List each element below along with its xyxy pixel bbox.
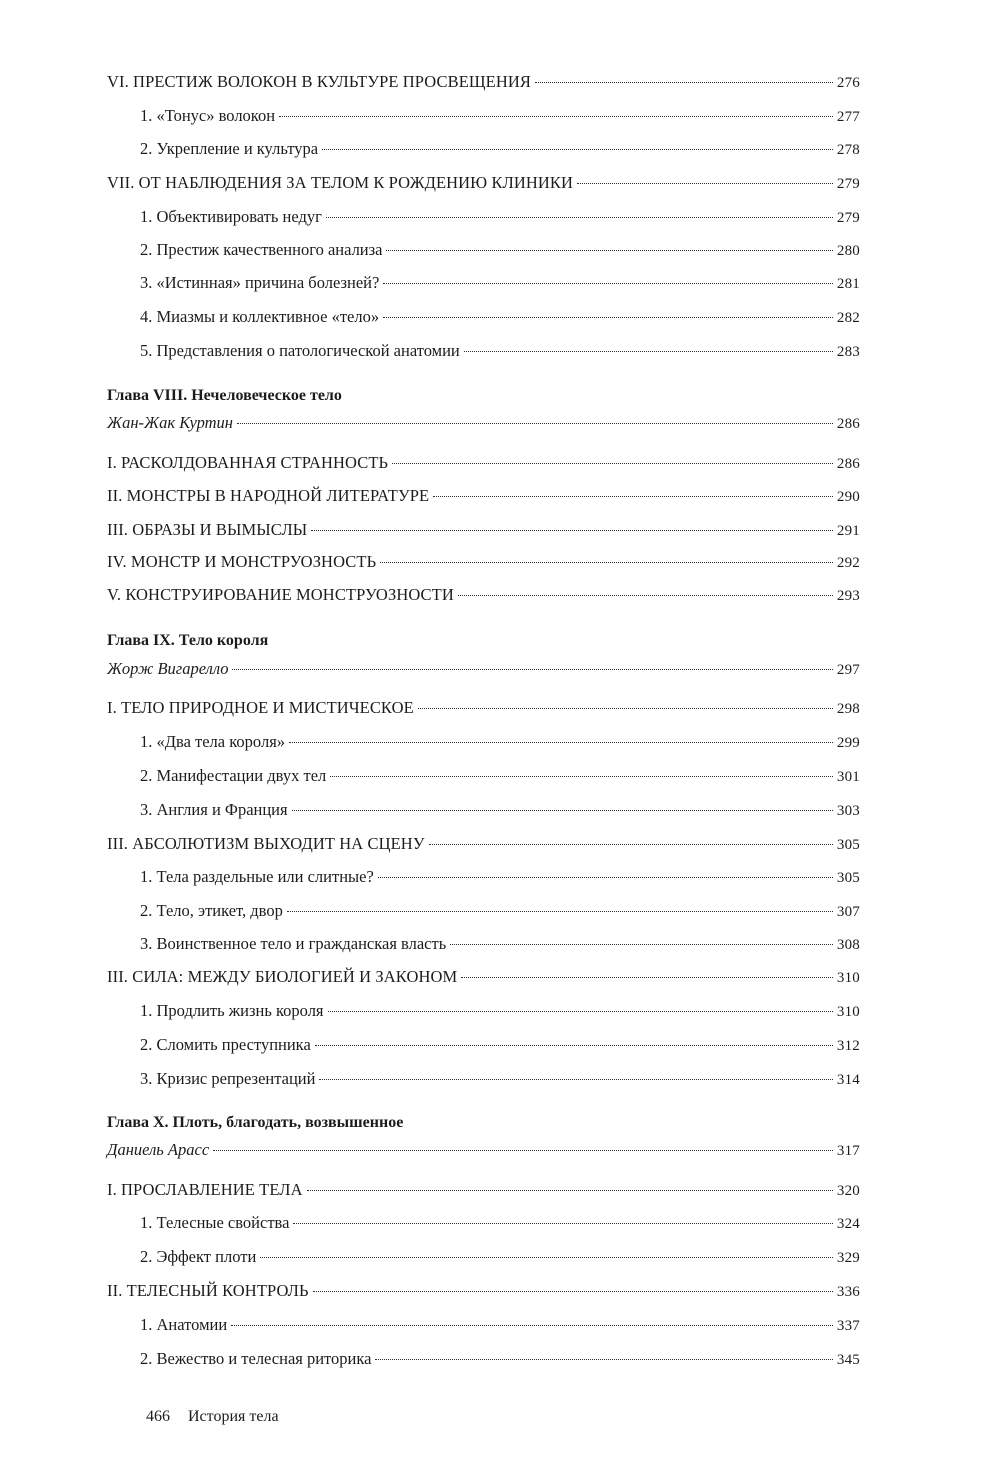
toc-entry — [107, 582, 860, 608]
toc-subentry — [140, 338, 860, 364]
author-name: Жорж Вигарелло — [107, 659, 229, 678]
dot-leader — [292, 809, 833, 811]
toc-subentry — [140, 1312, 860, 1338]
toc-entry-page: 291 — [836, 523, 860, 539]
running-title: История тела — [188, 1408, 279, 1425]
toc-subentry — [140, 998, 860, 1024]
toc-entry-page: 310 — [836, 970, 860, 986]
toc-entry-title: 2. Престиж качественного анализа — [140, 240, 383, 259]
toc-entry-title: VI. ПРЕСТИЖ ВОЛОКОН В КУЛЬТУРЕ ПРОСВЕЩЕНИЯ — [107, 72, 531, 91]
toc-entry-title: VII. ОТ НАБЛЮДЕНИЯ ЗА ТЕЛОМ К РОЖДЕНИЮ КЛИНИКИ — [107, 173, 574, 192]
toc-subentry — [140, 931, 860, 957]
toc-entry-page: 336 — [836, 1284, 860, 1300]
toc-entry-page: 276 — [836, 75, 860, 91]
toc-entry-title: I. ТЕЛО ПРИРОДНОЕ И МИСТИЧЕСКОЕ — [107, 698, 414, 717]
toc-subentry — [140, 136, 860, 162]
toc-subentry — [140, 1032, 860, 1058]
dot-leader — [464, 350, 833, 352]
toc-entry-title: 4. Миазмы и коллективное «тело» — [140, 307, 380, 326]
toc-subentry — [140, 1066, 860, 1092]
dot-leader — [383, 316, 833, 318]
toc-entry-page: 290 — [836, 489, 860, 505]
toc-entry-page: 329 — [836, 1250, 860, 1266]
toc-subentry — [140, 763, 860, 789]
dot-leader — [319, 1078, 832, 1080]
toc-subentry — [140, 304, 860, 330]
toc-entry — [107, 170, 860, 196]
toc-subentry — [140, 898, 860, 924]
toc-entry — [107, 695, 860, 721]
toc-entry — [107, 69, 860, 95]
toc-entry-page: 298 — [836, 701, 860, 717]
chapter-author — [107, 656, 860, 682]
dot-leader — [380, 561, 833, 563]
dot-leader — [433, 495, 833, 497]
dot-leader — [458, 594, 833, 596]
toc-entry-title: 1. Анатомии — [140, 1315, 228, 1334]
dot-leader — [328, 1010, 833, 1012]
toc-entry-page: 286 — [836, 416, 860, 432]
toc-entry-title: 2. Сломить преступника — [140, 1035, 311, 1054]
toc-entry-title: 5. Представления о патологической анатомии — [140, 341, 460, 360]
dot-leader — [330, 775, 833, 777]
toc-entry-title: 1. Телесные свойства — [140, 1213, 290, 1232]
toc-entry-page: 308 — [836, 937, 860, 953]
toc-entry — [107, 1177, 860, 1203]
chapter-author — [107, 410, 860, 436]
toc-subentry — [140, 1244, 860, 1270]
dot-leader — [237, 422, 833, 424]
toc-entry-title: III. ОБРАЗЫ И ВЫМЫСЛЫ — [107, 520, 308, 539]
dot-leader — [418, 707, 833, 709]
toc-entry-title: 2. Эффект плоти — [140, 1247, 257, 1266]
toc-entry-page: 293 — [836, 588, 860, 604]
dot-leader — [535, 81, 833, 83]
dot-leader — [232, 668, 832, 670]
toc-entry-title: I. ПРОСЛАВЛЕНИЕ ТЕЛА — [107, 1180, 303, 1199]
toc-entry-title: 1. Продлить жизнь короля — [140, 1001, 324, 1020]
dot-leader — [293, 1222, 832, 1224]
toc-entry-title: 2. Манифестации двух тел — [140, 766, 327, 785]
dot-leader — [287, 910, 833, 912]
author-name: Даниель Арасс — [107, 1140, 210, 1159]
toc-entry — [107, 483, 860, 509]
toc-entry-page: 324 — [836, 1216, 860, 1232]
toc-entry-title: 1. Объективировать недуг — [140, 207, 322, 226]
toc-entry-page: 303 — [836, 803, 860, 819]
toc-subentry — [140, 237, 860, 263]
toc-entry-title: III. АБСОЛЮТИЗМ ВЫХОДИТ НА СЦЕНУ — [107, 834, 425, 853]
toc-entry-title: 1. «Два тела короля» — [140, 732, 286, 751]
toc-entry-title: 3. Кризис репрезентаций — [140, 1069, 316, 1088]
dot-leader — [461, 976, 833, 978]
dot-leader — [392, 462, 833, 464]
toc-entry-title: 2. Укрепление и культура — [140, 139, 319, 158]
toc-entry-page: 279 — [836, 210, 860, 226]
dot-leader — [429, 843, 833, 845]
toc-subentry — [140, 270, 860, 296]
chapter-heading: Глава X. Плоть, благодать, возвышенное — [107, 1114, 404, 1131]
toc-entry-title: 1. Тела раздельные или слитные? — [140, 867, 374, 886]
toc-entry-title: 3. «Истинная» причина болезней? — [140, 273, 380, 292]
toc-subentry — [140, 103, 860, 129]
author-name: Жан-Жак Куртин — [107, 413, 233, 432]
toc-entry-page: 314 — [836, 1072, 860, 1088]
toc-entry-page: 279 — [836, 176, 860, 192]
toc-entry-page: 337 — [836, 1318, 860, 1334]
dot-leader — [260, 1256, 833, 1258]
toc-entry-title: II. МОНСТРЫ В НАРОДНОЙ ЛИТЕРАТУРЕ — [107, 486, 430, 505]
toc-entry-title: 2. Тело, этикет, двор — [140, 901, 283, 920]
toc-entry-page: 277 — [836, 109, 860, 125]
dot-leader — [231, 1324, 833, 1326]
dot-leader — [279, 115, 833, 117]
toc-entry — [107, 1278, 860, 1304]
toc-entry-page: 305 — [836, 837, 860, 853]
toc-entry-title: I. РАСКОЛДОВАННАЯ СТРАННОСТЬ — [107, 453, 389, 472]
toc-subentry — [140, 1210, 860, 1236]
toc-entry-page: 320 — [836, 1183, 860, 1199]
page-footer — [146, 1406, 279, 1428]
toc-entry-page: 286 — [836, 456, 860, 472]
toc-entry-page: 345 — [836, 1352, 860, 1368]
toc-entry-page: 281 — [836, 276, 860, 292]
dot-leader — [375, 1358, 832, 1360]
toc-entry-page: 299 — [836, 735, 860, 751]
toc-entry-title: 3. Воинственное тело и гражданская власть — [140, 934, 447, 953]
dot-leader — [307, 1189, 833, 1191]
toc-subentry — [140, 729, 860, 755]
dot-leader — [386, 249, 832, 251]
toc-entry-title: IV. МОНСТР И МОНСТРУОЗНОСТЬ — [107, 552, 377, 571]
toc-entry — [107, 549, 860, 575]
toc-entry-page: 305 — [836, 870, 860, 886]
dot-leader — [450, 943, 833, 945]
toc-entry-title: II. ТЕЛЕСНЫЙ КОНТРОЛЬ — [107, 1281, 309, 1300]
toc-entry-page: 307 — [836, 904, 860, 920]
toc-entry-page: 297 — [836, 662, 860, 678]
toc-entry-title: 2. Вежество и телесная риторика — [140, 1349, 372, 1368]
toc-entry-title: 3. Англия и Франция — [140, 800, 288, 819]
toc-entry-title: V. КОНСТРУИРОВАНИЕ МОНСТРУОЗНОСТИ — [107, 585, 454, 604]
toc-subentry — [140, 204, 860, 230]
dot-leader — [213, 1149, 833, 1151]
chapter-heading: Глава VIII. Нечеловеческое тело — [107, 387, 342, 404]
dot-leader — [577, 182, 833, 184]
chapter-author — [107, 1137, 860, 1163]
toc-entry-page: 310 — [836, 1004, 860, 1020]
toc-entry-title: III. СИЛА: МЕЖДУ БИОЛОГИЕЙ И ЗАКОНОМ — [107, 967, 458, 986]
toc-entry-page: 282 — [836, 310, 860, 326]
toc-entry-page: 301 — [836, 769, 860, 785]
toc-entry-page: 283 — [836, 344, 860, 360]
toc-entry — [107, 964, 860, 990]
toc-entry-page: 278 — [836, 142, 860, 158]
dot-leader — [383, 282, 833, 284]
dot-leader — [322, 148, 833, 150]
toc-entry-page: 317 — [836, 1143, 860, 1159]
dot-leader — [313, 1290, 833, 1292]
page-number: 466 — [146, 1408, 170, 1425]
toc-entry — [107, 517, 860, 543]
dot-leader — [326, 216, 833, 218]
dot-leader — [289, 741, 833, 743]
dot-leader — [378, 876, 833, 878]
toc-entry-title: 1. «Тонус» волокон — [140, 106, 276, 125]
toc-entry-page: 292 — [836, 555, 860, 571]
chapter-heading: Глава IX. Тело короля — [107, 632, 269, 649]
toc-subentry — [140, 1346, 860, 1372]
dot-leader — [311, 529, 833, 531]
dot-leader — [315, 1044, 833, 1046]
toc-entry — [107, 450, 860, 476]
toc-entry-page: 280 — [836, 243, 860, 259]
toc-entry — [107, 831, 860, 857]
toc-subentry — [140, 864, 860, 890]
toc-entry-page: 312 — [836, 1038, 860, 1054]
toc-subentry — [140, 797, 860, 823]
